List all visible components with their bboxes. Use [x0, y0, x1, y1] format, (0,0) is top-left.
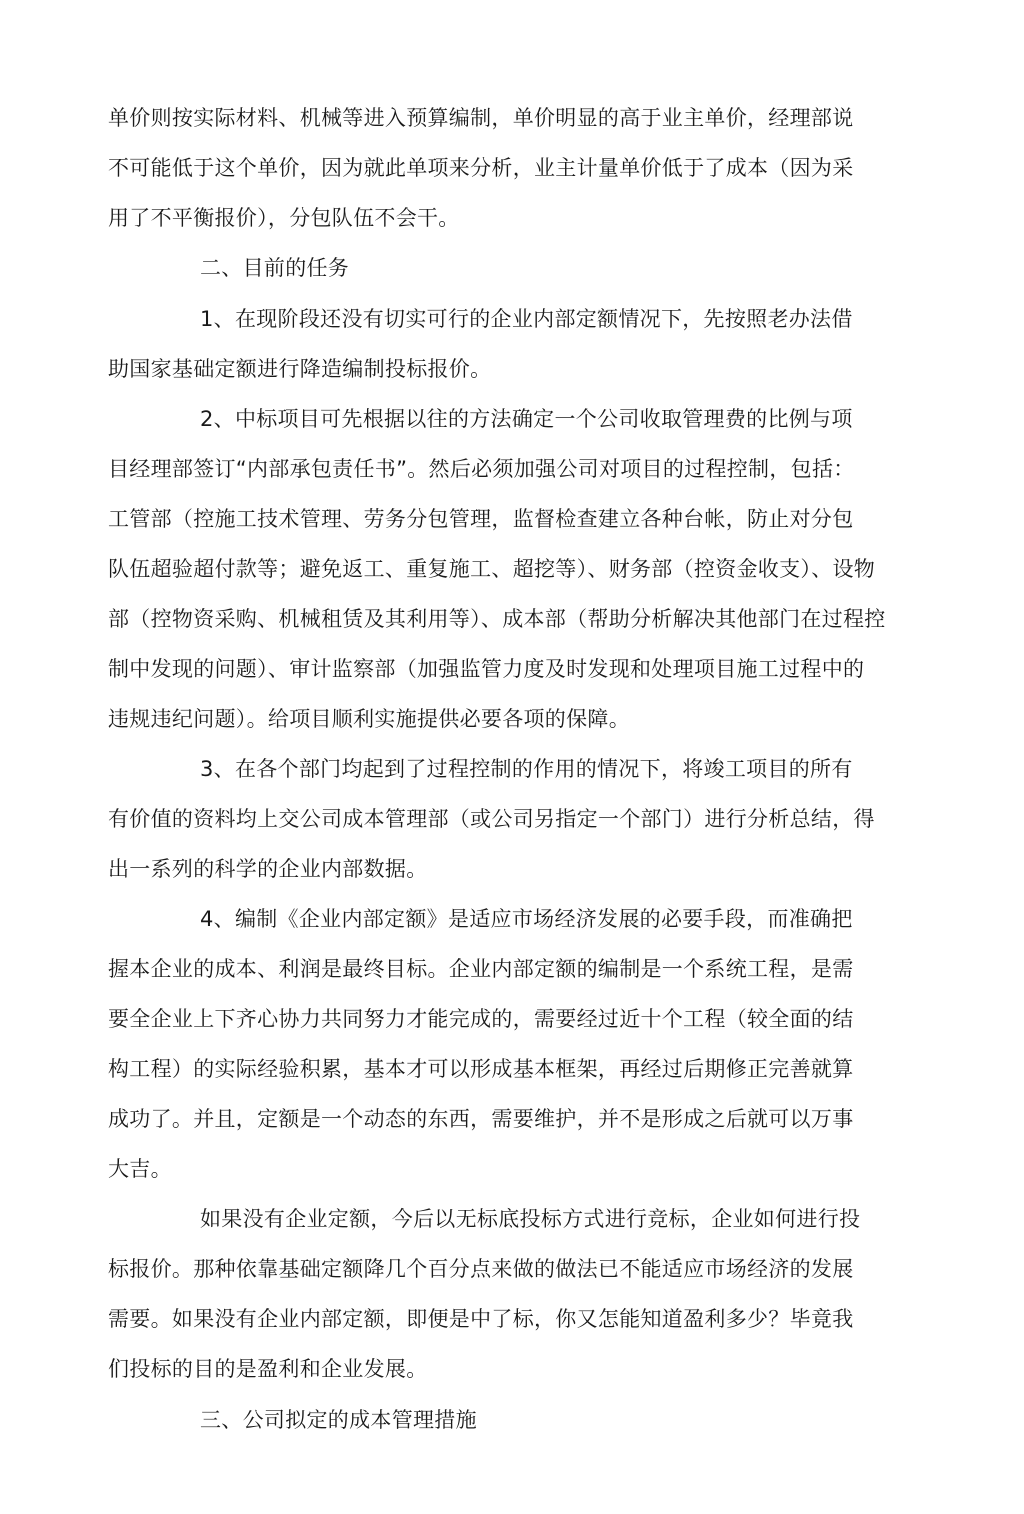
section-heading: 三、公司拟定的成本管理措施	[200, 1408, 477, 1432]
text-line: 违规违纪问题）。给项目顺利实施提供必要各项的保障。	[108, 707, 630, 731]
text-line: 助国家基础定额进行降造编制投标报价。	[108, 357, 492, 381]
text-line: 标报价。那种依靠基础定额降几个百分点来做的做法已不能适应市场经济的发展	[108, 1257, 854, 1281]
text-line: 出一系列的科学的企业内部数据。	[108, 857, 428, 881]
text-line: 3、在各个部门均起到了过程控制的作用的情况下，将竣工项目的所有	[200, 757, 853, 781]
text-line: 有价值的资料均上交公司成本管理部（或公司另指定一个部门）进行分析总结，得	[108, 807, 875, 831]
text-line: 队伍超验超付款等；避免返工、重复施工、超挖等）、财务部（控资金收支）、设物	[108, 557, 876, 581]
text-line: 制中发现的问题）、审计监察部（加强监管力度及时发现和处理项目施工过程中的	[108, 657, 865, 681]
text-line: 2、中标项目可先根据以往的方法确定一个公司收取管理费的比例与项	[200, 407, 853, 431]
text-line: 大吉。	[108, 1157, 172, 1181]
text-line: 成功了。并且，定额是一个动态的东西，需要维护，并不是形成之后就可以万事	[108, 1107, 854, 1131]
text-line: 1、在现阶段还没有切实可行的企业内部定额情况下，先按照老办法借	[200, 307, 853, 331]
text-line: 部（控物资采购、机械租赁及其利用等）、成本部（帮助分析解决其他部门在过程控	[108, 607, 886, 631]
text-line: 需要。如果没有企业内部定额，即便是中了标，你又怎能知道盈利多少？毕竟我	[108, 1307, 854, 1331]
text-line: 工管部（控施工技术管理、劳务分包管理，监督检查建立各种台帐，防止对分包	[108, 507, 854, 531]
text-line: 握本企业的成本、利润是最终目标。企业内部定额的编制是一个系统工程，是需	[108, 957, 854, 981]
text-line: 们投标的目的是盈利和企业发展。	[108, 1357, 428, 1381]
section-heading: 二、目前的任务	[200, 256, 350, 280]
text-line: 构工程）的实际经验积累，基本才可以形成基本框架，再经过后期修正完善就算	[108, 1057, 854, 1081]
text-line: 目经理部签订“内部承包责任书”。然后必须加强公司对项目的过程控制，包括：	[108, 457, 855, 481]
text-line: 要全企业上下齐心协力共同努力才能完成的，需要经过近十个工程（较全面的结	[108, 1007, 854, 1031]
text-line: 不可能低于这个单价，因为就此单项来分析，业主计量单价低于了成本（因为采	[108, 156, 854, 180]
text-line: 单价则按实际材料、机械等进入预算编制，单价明显的高于业主单价，经理部说	[108, 106, 854, 130]
text-line: 用了不平衡报价），分包队伍不会干。	[108, 206, 460, 230]
text-line: 如果没有企业定额，今后以无标底投标方式进行竞标，企业如何进行投	[200, 1207, 861, 1231]
text-line: 4、编制《企业内部定额》是适应市场经济发展的必要手段，而准确把	[200, 907, 853, 931]
